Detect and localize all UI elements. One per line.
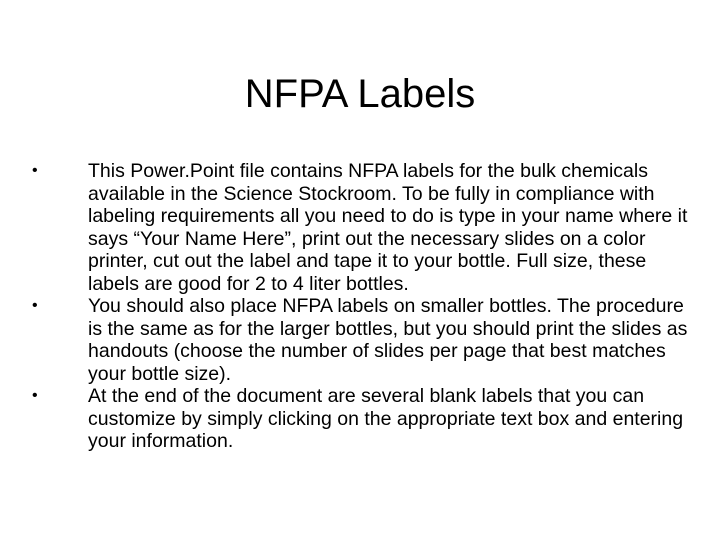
bullet-dot-icon: • [32, 162, 38, 179]
bullet-text: You should also place NFPA labels on smaller bottles. The procedure is the same as for the larger bottles, but you should print the slides as handouts (choose the number of slides per page that best matches your bottle size). [88, 295, 688, 385]
bullet-item [32, 295, 692, 385]
bullet-item [32, 160, 692, 295]
bullet-list [32, 160, 692, 453]
slide-title: NFPA Labels [244, 72, 476, 116]
bullet-dot-icon: • [32, 297, 38, 314]
bullet-text: This Power.Point file contains NFPA labels for the bulk chemicals available in the Science Stockroom. To be fully in compliance with labeling requirements all you need to do is type in your name where it says “Your Name Here”, print out the necessary slides on a color printer, cut out the label and tape it to your bottle. Full size, these labels are good for 2 to 4 liter bottles. [88, 160, 688, 295]
bullet-item [32, 385, 692, 453]
bullet-text: At the end of the document are several blank labels that you can customize by simply clicking on the appropriate text box and entering your information. [88, 385, 684, 452]
bullet-dot-icon: • [32, 387, 38, 404]
